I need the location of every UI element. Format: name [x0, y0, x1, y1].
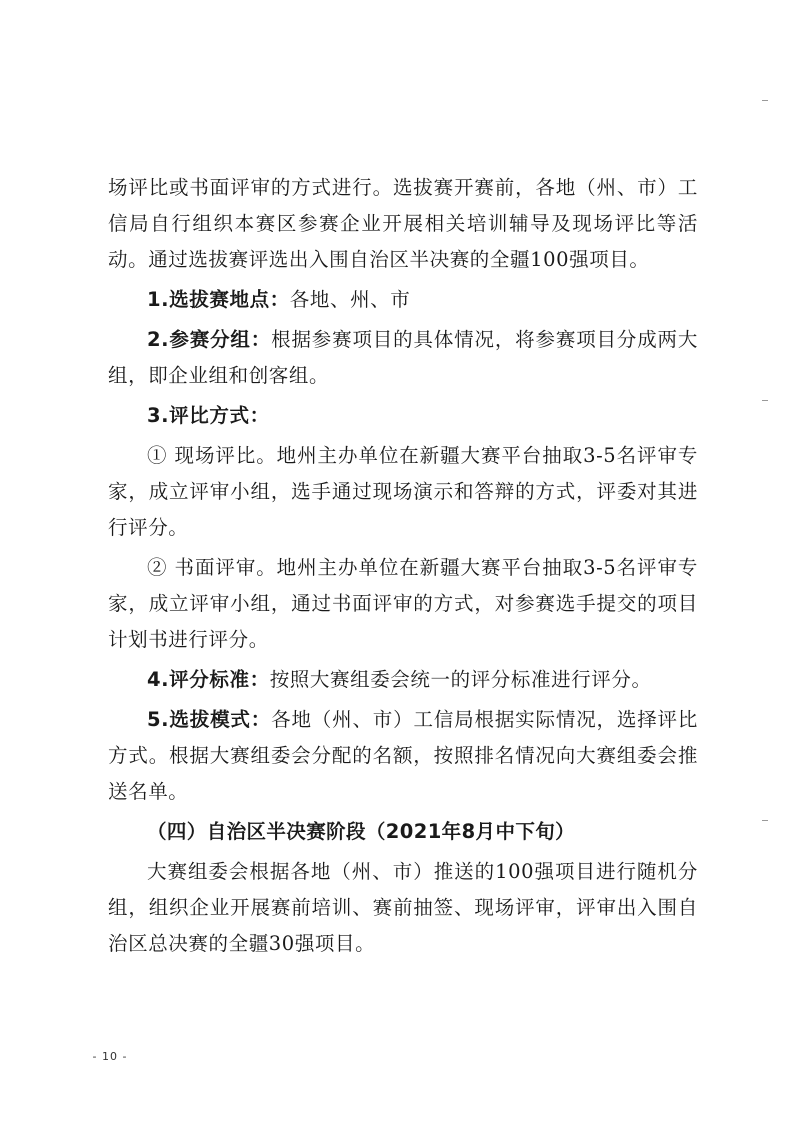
intro-paragraph: 场评比或书面评审的方式进行。选拔赛开赛前，各地（州、市）工信局自行组织本赛区参赛企业开展相关培训辅导及现场评比等活动。通过选拔赛评选出入围自治区半决赛的全疆100强项目。	[108, 176, 698, 271]
scan-mark	[762, 820, 768, 821]
method-onsite: ① 现场评比。地州主办单位在新疆大赛平台抽取3-5名评审专家，成立评审小组，选手通过现场演示和答辩的方式，评委对其进行评分。	[108, 444, 698, 539]
page-number: - 10 -	[92, 1050, 128, 1063]
item-evaluation-method-label: 3.评比方式：	[147, 404, 270, 427]
item-scoring-standard-label: 4.评分标准：	[147, 668, 270, 691]
item-selection-mode-text: 各地（州、市）工信局根据实际情况，选择评比方式。根据大赛组委会分配的名额，按照排名情况向大赛组委会推送名单。	[108, 708, 698, 803]
item-scoring-standard	[108, 662, 698, 698]
item-location	[108, 282, 698, 318]
item-grouping-label: 2.参赛分组：	[147, 328, 272, 351]
item-grouping-text: 根据参赛项目的具体情况，将参赛项目分成两大组，即企业组和创客组。	[108, 328, 698, 387]
item-scoring-standard-text: 按照大赛组委会统一的评分标准进行评分。	[269, 668, 652, 691]
item-selection-mode-label: 5.选拔模式：	[147, 708, 272, 731]
scan-mark	[762, 100, 768, 101]
method-written: ② 书面评审。地州主办单位在新疆大赛平台抽取3-5名评审专家，成立评审小组，通过书面评审的方式，对参赛选手提交的项目计划书进行评分。	[108, 556, 698, 651]
item-location-label: 1.选拔赛地点：	[147, 288, 290, 311]
document-body	[108, 170, 698, 966]
section-heading-semifinal: （四）自治区半决赛阶段（2021年8月中下旬）	[147, 820, 576, 843]
item-location-text: 各地、州、市	[289, 288, 411, 311]
item-evaluation-method	[108, 398, 698, 434]
item-grouping	[108, 322, 698, 394]
scan-mark	[762, 400, 768, 401]
item-selection-mode	[108, 702, 698, 810]
semifinal-paragraph: 大赛组委会根据各地（州、市）推送的100强项目进行随机分组，组织企业开展赛前培训、赛前抽签、现场评审，评审出入围自治区总决赛的全疆30强项目。	[108, 860, 698, 955]
